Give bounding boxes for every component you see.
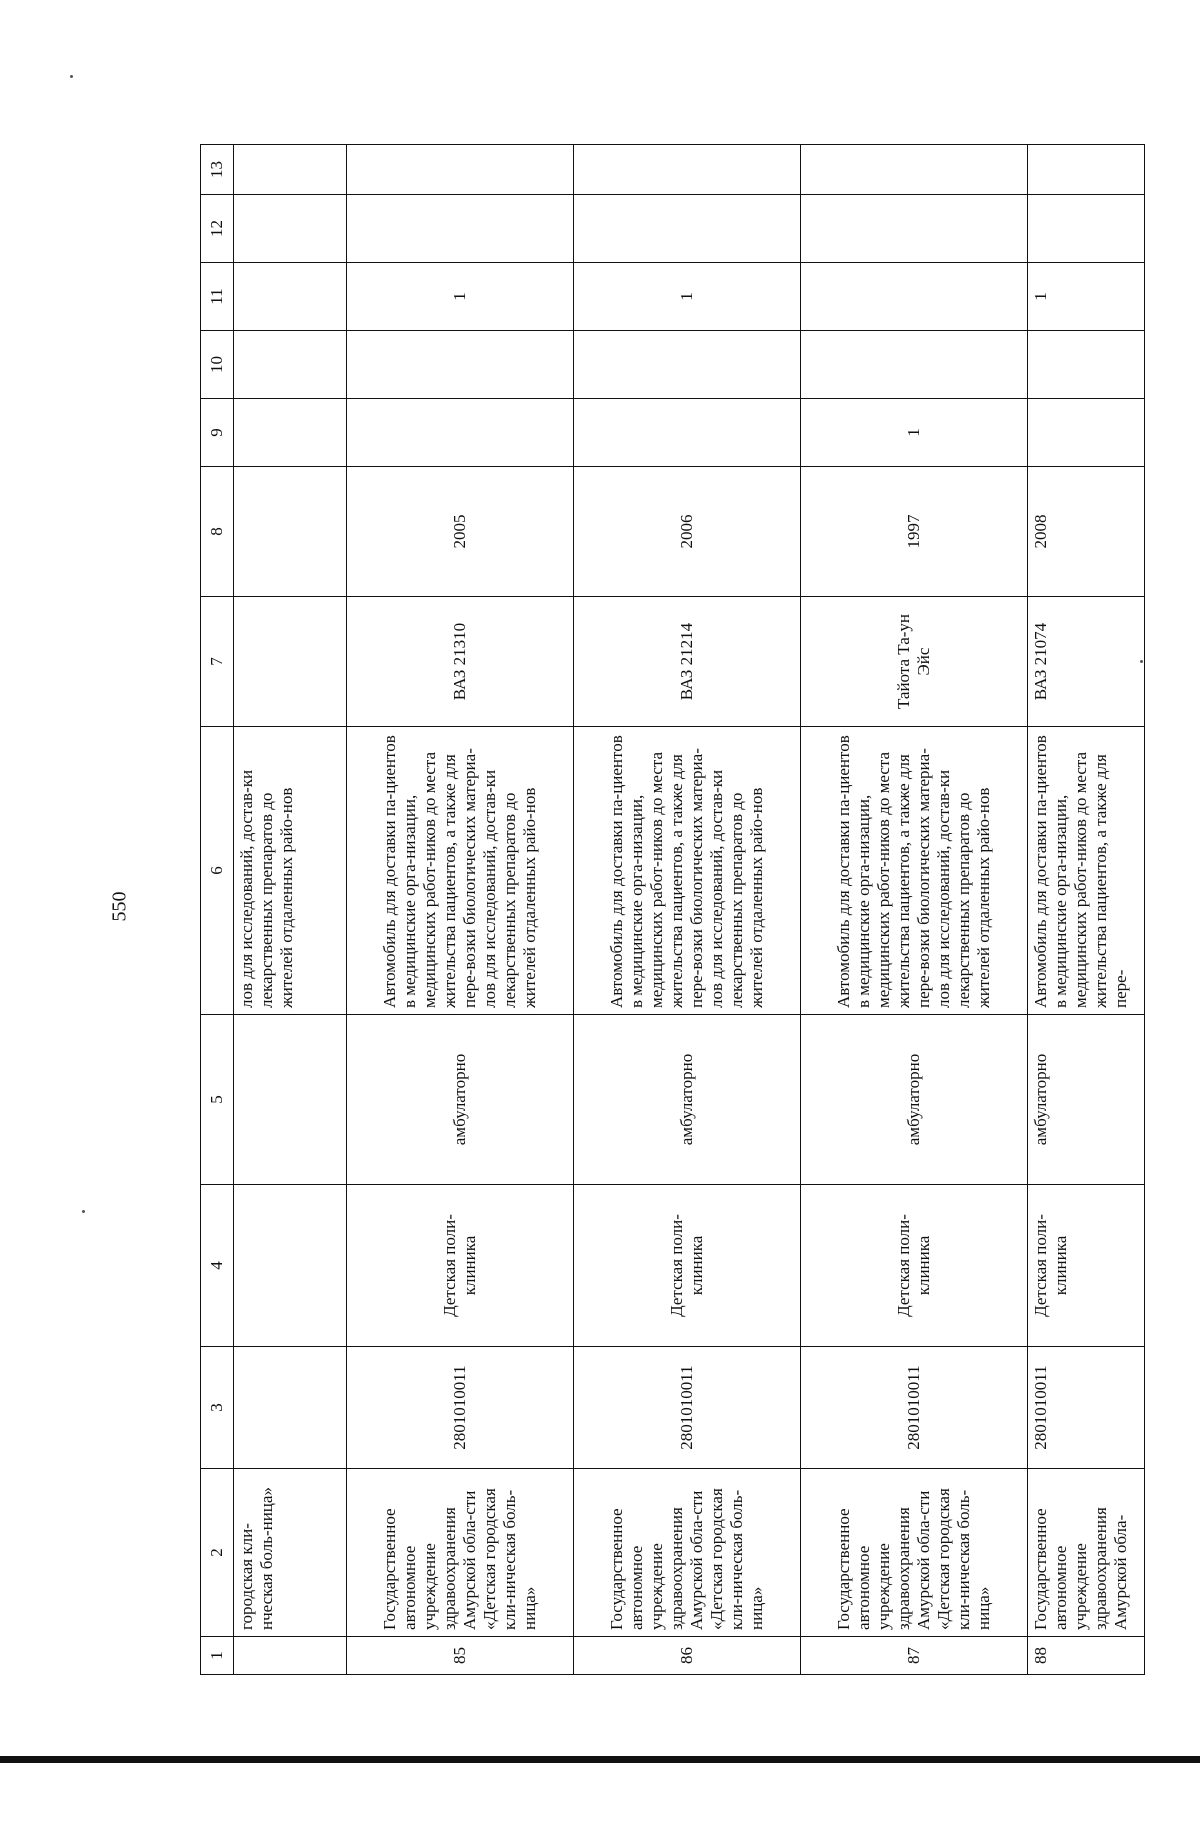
organization-code: 2801010011	[1028, 1347, 1145, 1469]
table-row	[801, 145, 1028, 1675]
organization-name: Государственное автономное учреждение здравоохранения Амурской обла-сти «Детская городская кли-ническая боль-ница»	[574, 1469, 801, 1637]
count-col-9	[347, 399, 574, 467]
vehicle-year: 2006	[574, 467, 801, 597]
column-header: 2	[201, 1469, 234, 1637]
organization-code: 2801010011	[347, 1347, 574, 1469]
count-col-13	[574, 145, 801, 195]
organization-name: Государственное автономное учреждение здравоохранения Амурской обла-сти «Детская городская кли-ническая боль-ница»	[801, 1469, 1028, 1637]
organization-name: Государственное автономное учреждение здравоохранения Амурской обла-	[1028, 1469, 1145, 1637]
table-row	[1028, 145, 1145, 1675]
vehicle-purpose: Автомобиль для доставки па-циентов в медицинские орга-низации, медицинских работ-ников до места жительства пациентов, а также для пере-возки биологических материа-лов для исследований, достав-ки лекарственных препаратов до жителей отдаленных райо-нов	[801, 727, 1028, 1015]
row-number: 85	[347, 1637, 574, 1675]
count-col-12	[347, 195, 574, 263]
page-number: 550	[108, 891, 131, 922]
column-header: 3	[201, 1347, 234, 1469]
table-cell	[234, 467, 347, 597]
vehicle-year: 2008	[1028, 467, 1145, 597]
division-name: Детская поли-клиника	[347, 1185, 574, 1347]
care-mode: амбулаторно	[347, 1015, 574, 1185]
count-col-10	[347, 331, 574, 399]
column-header: 13	[201, 145, 234, 195]
column-header: 4	[201, 1185, 234, 1347]
column-header: 7	[201, 597, 234, 727]
rotated-table-container	[200, 145, 1131, 1675]
vehicle-purpose: Автомобиль для доставки па-циентов в медицинские орга-низации, медицинских работ-ников до места жительства пациентов, а также для пере-возки биологических материа-лов для исследований, достав-ки лекарственных препаратов до жителей отдаленных райо-нов	[347, 727, 574, 1015]
division-name: Детская поли-клиника	[574, 1185, 801, 1347]
table-cell	[234, 145, 347, 195]
table-cell	[234, 263, 347, 331]
scan-speck	[82, 1210, 85, 1213]
count-col-11	[801, 263, 1028, 331]
count-col-11: 1	[1028, 263, 1145, 331]
table-cell	[234, 1015, 347, 1185]
column-header: 11	[201, 263, 234, 331]
table-frame	[200, 145, 1131, 1675]
table-row	[574, 145, 801, 1675]
column-header: 5	[201, 1015, 234, 1185]
count-col-12	[801, 195, 1028, 263]
continued-purpose: лов для исследований, достав-ки лекарственных препаратов до жителей отдаленных райо-нов	[234, 727, 347, 1015]
table-row	[347, 145, 574, 1675]
column-header: 8	[201, 467, 234, 597]
scan-speck	[70, 75, 73, 78]
column-header: 12	[201, 195, 234, 263]
organization-name: Государственное автономное учреждение здравоохранения Амурской обла-сти «Детская городская кли-ническая боль-ница»	[347, 1469, 574, 1637]
count-col-10	[574, 331, 801, 399]
count-col-10	[1028, 331, 1145, 399]
table-cell	[234, 1347, 347, 1469]
column-header: 6	[201, 727, 234, 1015]
column-header: 9	[201, 399, 234, 467]
vehicle-model: Тайота Та-ун Эйс	[801, 597, 1028, 727]
table-cell	[234, 1637, 347, 1675]
table-cell	[234, 331, 347, 399]
count-col-11: 1	[574, 263, 801, 331]
continued-org-name: городская кли-нческая боль-ница»	[234, 1469, 347, 1637]
organization-code: 2801010011	[574, 1347, 801, 1469]
care-mode: амбулаторно	[574, 1015, 801, 1185]
table-cell	[234, 597, 347, 727]
count-col-11: 1	[347, 263, 574, 331]
column-header: 1	[201, 1637, 234, 1675]
count-col-13	[1028, 145, 1145, 195]
count-col-13	[347, 145, 574, 195]
continuation-row	[234, 145, 347, 1675]
vehicle-year: 2005	[347, 467, 574, 597]
row-number: 86	[574, 1637, 801, 1675]
vehicle-purpose: Автомобиль для доставки па-циентов в медицинские орга-низации, медицинских работ-ников до места жительства пациентов, а также для пере-возки биологических материа-лов для исследований, достав-ки лекарственных препаратов до жителей отдаленных райо-нов	[574, 727, 801, 1015]
vehicle-register-table	[200, 144, 1145, 1675]
division-name: Детская поли-клиника	[801, 1185, 1028, 1347]
table-cell	[234, 195, 347, 263]
care-mode: амбулаторно	[801, 1015, 1028, 1185]
count-col-13	[801, 145, 1028, 195]
count-col-9	[1028, 399, 1145, 467]
vehicle-purpose: Автомобиль для доставки па-циентов в медицинские орга-низации, медицинских работ-ников до места жительства пациентов, а также для пере-	[1028, 727, 1145, 1015]
column-header: 10	[201, 331, 234, 399]
count-col-12	[574, 195, 801, 263]
care-mode: амбулаторно	[1028, 1015, 1145, 1185]
row-number: 87	[801, 1637, 1028, 1675]
division-name: Детская поли-клиника	[1028, 1185, 1145, 1347]
scan-bottom-border	[0, 1756, 1200, 1763]
vehicle-model: ВАЗ 21074	[1028, 597, 1145, 727]
table-cell	[234, 399, 347, 467]
table-cell	[234, 1185, 347, 1347]
row-number: 88	[1028, 1637, 1145, 1675]
count-col-10	[801, 331, 1028, 399]
vehicle-model: ВАЗ 21214	[574, 597, 801, 727]
count-col-9: 1	[801, 399, 1028, 467]
count-col-9	[574, 399, 801, 467]
count-col-12	[1028, 195, 1145, 263]
organization-code: 2801010011	[801, 1347, 1028, 1469]
vehicle-model: ВАЗ 21310	[347, 597, 574, 727]
column-number-header	[201, 145, 234, 1675]
vehicle-year: 1997	[801, 467, 1028, 597]
